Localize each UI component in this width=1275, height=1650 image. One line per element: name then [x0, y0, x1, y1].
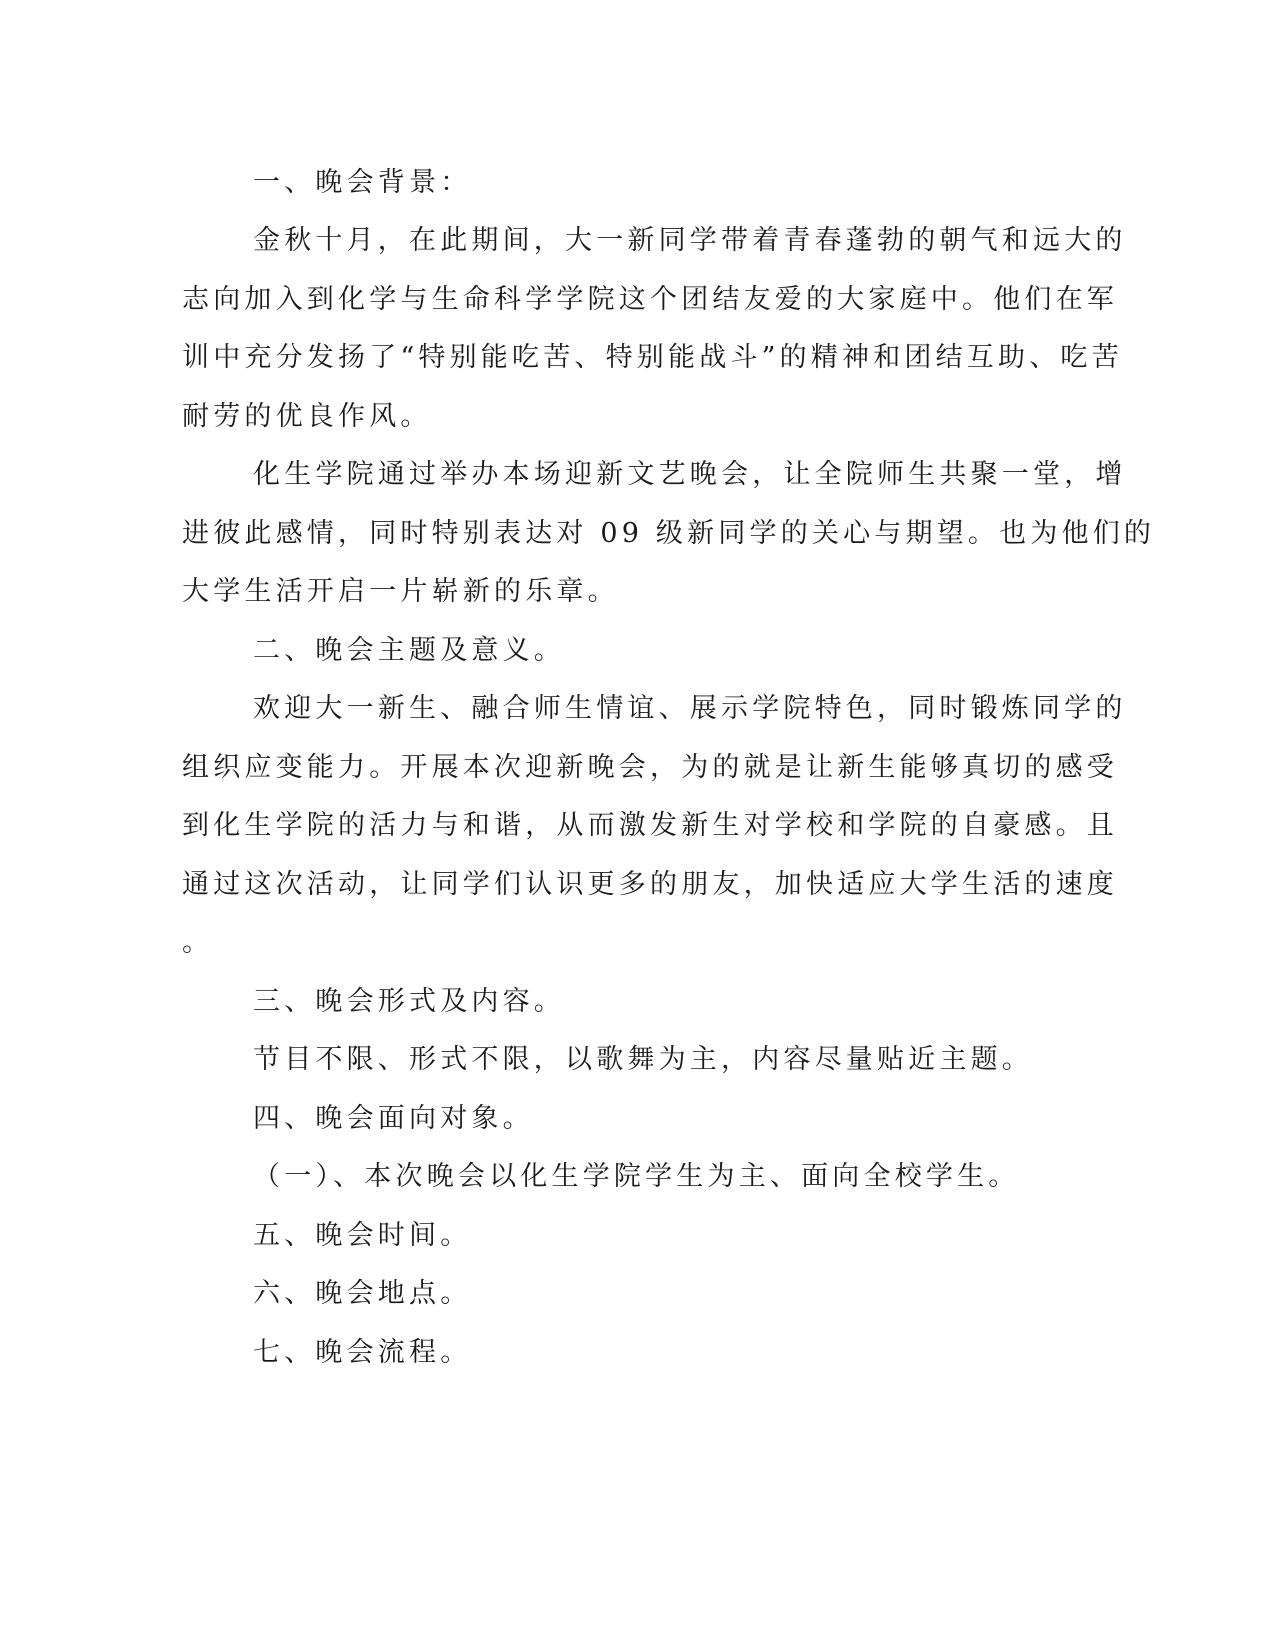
paragraph-line: 节目不限、形式不限，以歌舞为主，内容尽量贴近主题。	[253, 1044, 1033, 1075]
section-heading-theme: 二、晚会主题及意义。	[253, 635, 565, 666]
section-heading-process: 七、晚会流程。	[253, 1337, 472, 1368]
paragraph-line: 通过这次活动，让同学们认识更多的朋友，加快适应大学生活的速度	[182, 869, 1118, 900]
paragraph-line: 。	[182, 927, 214, 958]
paragraph-line: 志向加入到化学与生命科学学院这个团结友爱的大家庭中。他们在军	[182, 284, 1118, 315]
paragraph-line: 耐劳的优良作风。	[182, 401, 432, 432]
paragraph-line: （一）、本次晚会以化生学院学生为主、面向全校学生。	[253, 1161, 1020, 1192]
paragraph-line: 训中充分发扬了“特别能吃苦、特别能战斗”的精神和团结互助、吃苦	[182, 342, 1123, 373]
paragraph-line: 金秋十月，在此期间，大一新同学带着青春蓬勃的朝气和远大的	[253, 225, 1127, 256]
section-heading-format: 三、晚会形式及内容。	[253, 986, 565, 1017]
paragraph-line: 大学生活开启一片崭新的乐章。	[182, 576, 619, 607]
section-heading-audience: 四、晚会面向对象。	[253, 1103, 534, 1134]
paragraph-line: 进彼此感情，同时特别表达对 09 级新同学的关心与期望。也为他们的	[182, 518, 1156, 549]
paragraph-line: 组织应变能力。开展本次迎新晚会，为的就是让新生能够真切的感受	[182, 752, 1118, 783]
section-heading-location: 六、晚会地点。	[253, 1278, 472, 1309]
paragraph-line: 欢迎大一新生、融合师生情谊、展示学院特色，同时锻炼同学的	[253, 693, 1127, 724]
section-heading-background: 一、晚会背景：	[253, 167, 472, 198]
paragraph-line: 化生学院通过举办本场迎新文艺晚会，让全院师生共聚一堂，增	[253, 459, 1127, 490]
section-heading-time: 五、晚会时间。	[253, 1220, 472, 1251]
paragraph-line: 到化生学院的活力与和谐，从而激发新生对学校和学院的自豪感。且	[182, 810, 1118, 841]
